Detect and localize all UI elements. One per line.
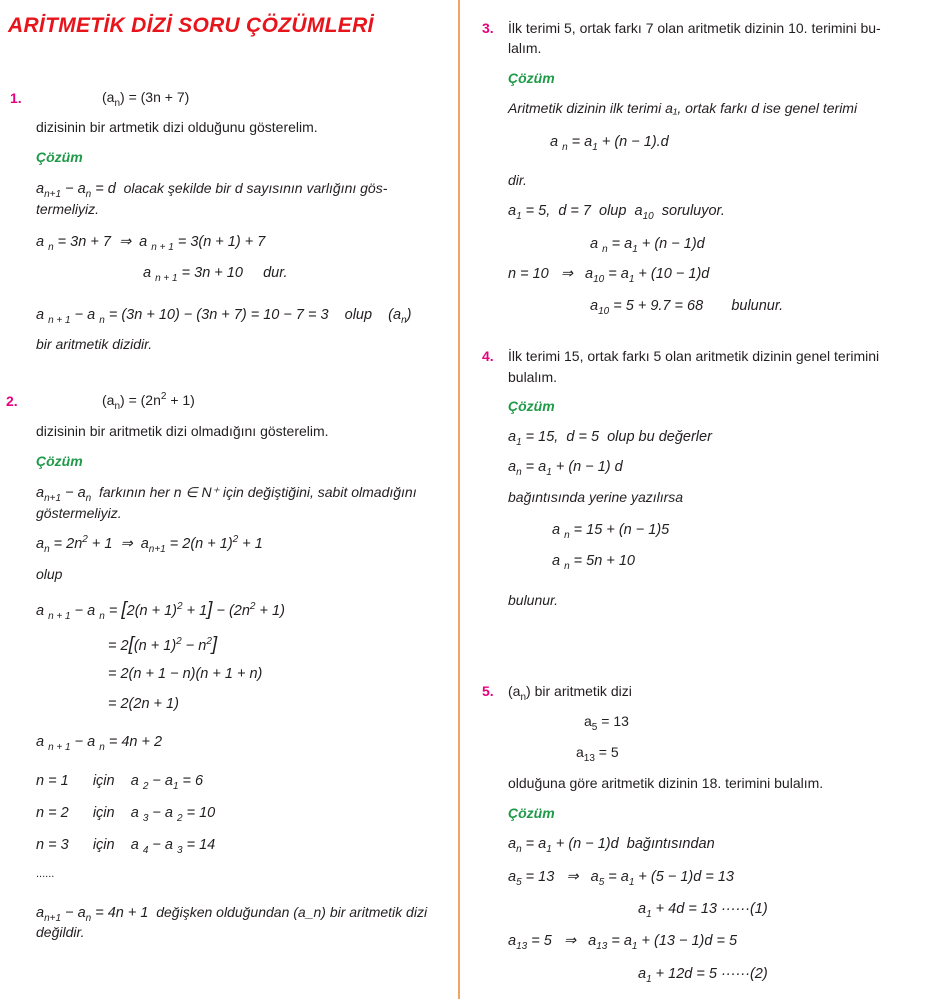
problem-4-statement: İlk terimi 15, ortak farkı 5 olan aritmetik dizinin genel terimini	[508, 348, 880, 364]
problem-1-sequence: $(a_n) = (3n + 7)$	[102, 89, 190, 109]
problem-1-number: 1.	[10, 90, 22, 106]
column-divider	[458, 0, 460, 999]
problem-5-statement: $(a_n)$ bir aritmetik dizi	[508, 683, 632, 703]
problem-5-a5: $a_5 = 13$	[584, 713, 629, 733]
problem-3-math-4: $a_{10} = 5 + 9.7 = 68$ bulunur.	[590, 298, 784, 317]
problem-2-math-2: a $_{n + 1}$ − a $_n = [2(n + 1)^2 + 1] - (2n^2 + 1)$	[36, 599, 285, 622]
problem-5-number: 5.	[482, 683, 494, 699]
problem-2-text-2: göstermeliyiz.	[36, 505, 122, 521]
problem-2-case-1: n = 1 için a $_2 - a_1 = 6$	[36, 773, 204, 792]
problem-4-given: $a_1 = 15$, d = 5 olup bu değerler	[508, 429, 712, 448]
problem-2-case-3: n = 3 için a $_4$ − a $_3$ = 14	[36, 837, 216, 856]
problem-4-formula: $a_n = a_1 + (n - 1)$ d	[508, 459, 623, 478]
problem-1-math-1: a $_n$ = 3n + 7 ⇒ a $_{n + 1}$ = 3(n + 1) + 7	[36, 234, 266, 253]
problem-5-math-4: $a_1 + 12d = 5 \cdot\cdot\cdot\cdot\cdot\cdot(2)$	[638, 966, 768, 985]
problem-4-solution-label: Çözüm	[508, 398, 555, 414]
problem-3-statement-2: lalım.	[508, 40, 542, 56]
problem-2-math-6: a $_{n + 1}$ − a $_n$ = 4n + 2	[36, 734, 163, 753]
problem-2-math-1: $a_n = 2n^2 + 1$ ⇒ $a_{n+1} = 2(n + 1)^2 + 1$	[36, 534, 263, 555]
problem-2-conclusion-2: değildir.	[36, 924, 85, 940]
problem-4-yerine: bağıntısında yerine yazılırsa	[508, 489, 684, 505]
problem-2-number: 2.	[6, 393, 18, 409]
problem-1-text-2: termeliyiz.	[36, 201, 100, 217]
problem-2-text: $a_{n+1} - a_n$ farkının her n ∈ N⁺ için değiştiğini, sabit olmadığını	[36, 484, 417, 504]
problem-1-math-2: a $_{n + 1}$ = 3n + 10 dur.	[143, 265, 288, 284]
problem-5-solution-label: Çözüm	[508, 805, 555, 821]
problem-1-solution-label: Çözüm	[36, 149, 83, 165]
problem-1-statement: dizisinin bir artmetik dizi olduğunu gösterelim.	[36, 119, 318, 135]
problem-2-math-4: = 2(n + 1 − n)(n + 1 + n)	[108, 666, 263, 682]
problem-3-math-2: a $_n = a_1 + (n - 1)d$	[590, 236, 705, 255]
problem-5-statement-2: olduğuna göre aritmetik dizinin 18. terimini bulalım.	[508, 775, 824, 791]
problem-2-sequence: $(a_n) = (2n^2 + 1)$	[102, 391, 195, 412]
problem-4-statement-2: bulalım.	[508, 369, 558, 385]
problem-5-math-3: $a_{13} = 5$ ⇒ $a_{13} = a_1 + (13 - 1)d = 5$	[508, 933, 738, 952]
problem-4-number: 4.	[482, 348, 494, 364]
problem-3-given: $a_1 = 5$, d = 7 olup $a_{10}$ soruluyor.	[508, 203, 725, 222]
problem-3-solution-label: Çözüm	[508, 70, 555, 86]
problem-2-statement: dizisinin bir aritmetik dizi olmadığını gösterelim.	[36, 423, 329, 439]
problem-2-math-3: = $2[(n + 1)^2 - n^2]$	[108, 634, 218, 655]
problem-2-conclusion: $a_{n+1} - a_n = 4n + 1$ değişken olduğundan (a_n) bir aritmetik dizi	[36, 904, 428, 924]
problem-2-case-2: n = 2 için a $_3$ − a $_2$ = 10	[36, 805, 216, 824]
problem-4-math-1: a $_n$ = 15 + (n − 1)5	[552, 522, 670, 541]
problem-4-bulunur: bulunur.	[508, 592, 559, 608]
problem-5-a13: $a_{13} = 5$	[576, 744, 619, 764]
problem-5-formula: $a_n = a_1 + (n - 1)d$ bağıntısından	[508, 836, 715, 855]
problem-2-olup: olup	[36, 566, 63, 582]
problem-3-number: 3.	[482, 20, 494, 36]
problem-4-math-2: a $_n$ = 5n + 10	[552, 553, 635, 572]
page-title: ARİTMETİK DİZİ SORU ÇÖZÜMLERİ	[8, 14, 374, 37]
problem-2-dots: ......	[36, 868, 55, 880]
problem-5-math-1: $a_5 = 13$ ⇒ $a_5 = a_1 + (5 - 1)d = 13$	[508, 869, 734, 888]
problem-2-math-5: = 2(2n + 1)	[108, 696, 179, 712]
problem-5-math-2: $a_1 + 4d = 13 \cdot\cdot\cdot\cdot\cdot\cdot(1)$	[638, 901, 768, 920]
problem-1-conclusion: bir aritmetik dizidir.	[36, 336, 153, 352]
problem-3-math-3: n = 10 ⇒ $a_{10} = a_1 + (10 - 1)d$	[508, 266, 710, 285]
problem-2-solution-label: Çözüm	[36, 453, 83, 469]
problem-3-statement: İlk terimi 5, ortak farkı 7 olan aritmetik dizinin 10. terimini bu-	[508, 20, 881, 36]
problem-3-text: Aritmetik dizinin ilk terimi a₁, ortak farkı d ise genel terimi	[508, 100, 858, 116]
problem-1-math-3: a $_{n + 1}$ − a $_n$ = (3n + 10) − (3n + 7) = 10 − 7 = 3 olup $(a_n)$	[36, 307, 412, 326]
problem-3-dir: dir.	[508, 172, 527, 188]
problem-1-text: $a_{n+1} - a_n = d$ olacak şekilde bir d sayısının varlığını gös-	[36, 180, 388, 200]
problem-3-math-1: a $_n = a_1 + (n - 1).d$	[550, 134, 669, 153]
